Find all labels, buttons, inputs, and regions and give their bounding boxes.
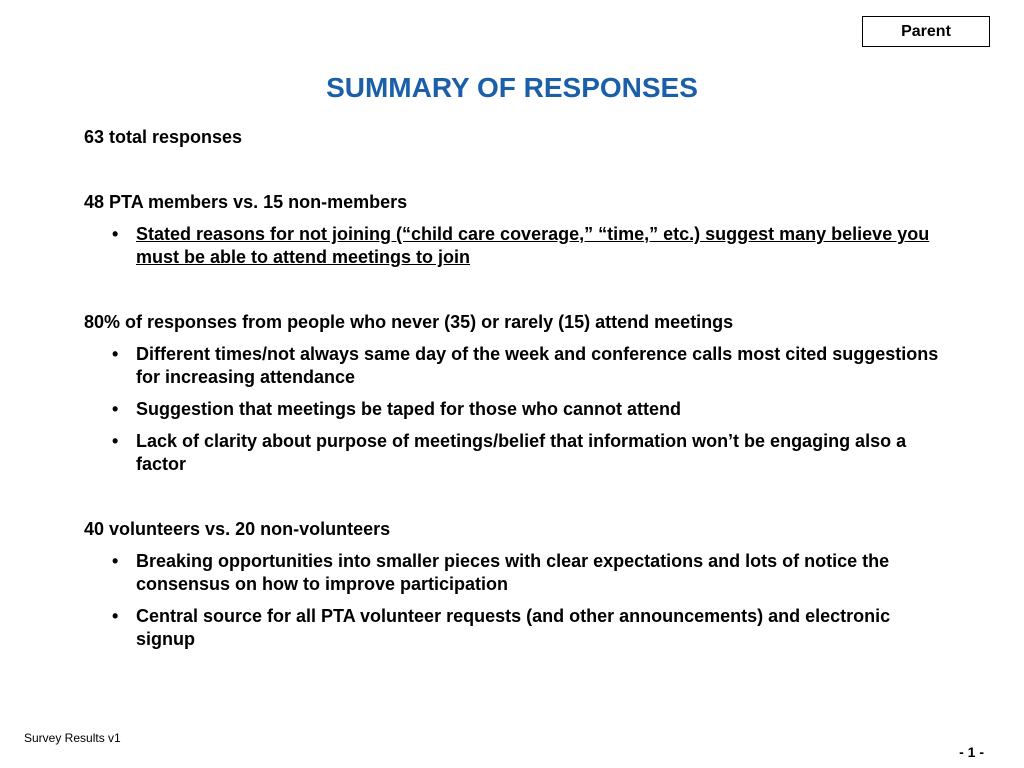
section-total-responses — [84, 126, 944, 149]
section-heading: 48 PTA members vs. 15 non-members — [84, 192, 408, 212]
footer-document-label: Survey Results v1 — [24, 731, 121, 745]
bullet-item — [84, 343, 944, 389]
bullet-dot-icon: • — [112, 399, 119, 419]
bullet-dot-icon: • — [112, 551, 119, 571]
bullet-text: Central source for all PTA volunteer requests (and other announcements) and electronic signup — [136, 606, 891, 649]
section-pta-membership — [84, 191, 944, 269]
bullet-text: Lack of clarity about purpose of meetings/belief that information won’t be engaging also a factor — [136, 431, 907, 474]
bullet-item — [84, 223, 944, 269]
audience-tag: Parent — [862, 16, 990, 47]
bullet-dot-icon: • — [112, 344, 119, 364]
section-meeting-attendance — [84, 311, 944, 476]
bullet-dot-icon: • — [112, 224, 119, 244]
page-number: - 1 - — [959, 744, 984, 760]
bullet-list — [84, 223, 944, 269]
bullet-dot-icon: • — [112, 606, 119, 626]
bullet-item — [84, 550, 944, 596]
section-volunteers — [84, 518, 944, 651]
page-title: SUMMARY OF RESPONSES — [326, 72, 698, 103]
section-heading: 40 volunteers vs. 20 non-volunteers — [84, 519, 391, 539]
bullet-item — [84, 430, 944, 476]
bullet-text: Suggestion that meetings be taped for those who cannot attend — [136, 399, 682, 419]
bullet-item — [84, 605, 944, 651]
bullet-text: Breaking opportunities into smaller pieces with clear expectations and lots of notice the consensus on how to improve participation — [136, 551, 890, 594]
summary-content — [84, 126, 944, 693]
bullet-dot-icon: • — [112, 431, 119, 451]
bullet-list — [84, 343, 944, 476]
section-heading: 80% of responses from people who never (35) or rarely (15) attend meetings — [84, 312, 734, 332]
bullet-item — [84, 398, 944, 421]
bullet-list — [84, 550, 944, 651]
section-heading: 63 total responses — [84, 127, 243, 147]
bullet-text: Different times/not always same day of the week and conference calls most cited suggestions for increasing attendance — [136, 344, 939, 387]
bullet-text: Stated reasons for not joining (“child care coverage,” “time,” etc.) suggest many believe you must be able to attend meetings to join — [136, 224, 930, 267]
